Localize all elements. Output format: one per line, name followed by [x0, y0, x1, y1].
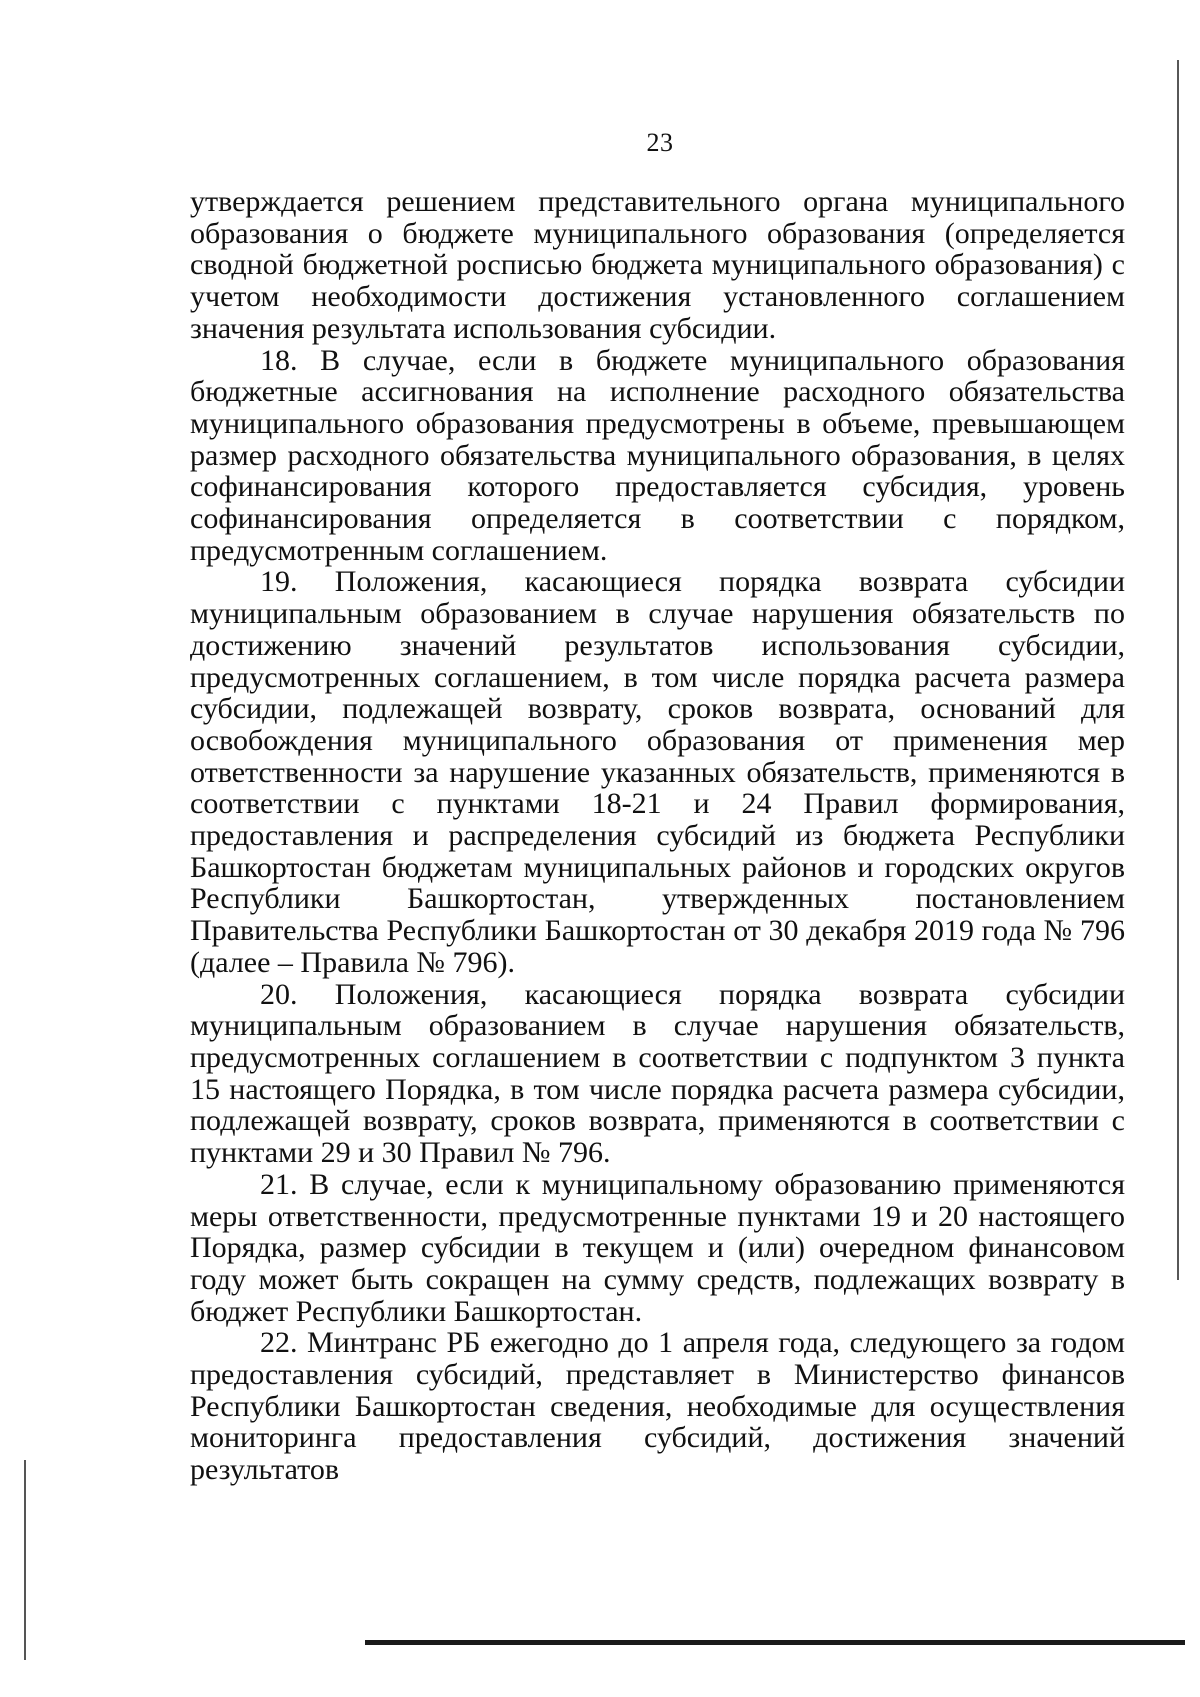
paragraph-22: 22. Минтранс РБ ежегодно до 1 апреля года, следующего за годом предоставления субсидий, представляет в Министерство финансов Республики Башкортостан сведения, необходимые для осуществления мониторинга предоставления субсидий, достижения значений результатов — [190, 1326, 1125, 1487]
scan-edge-line-bottom — [365, 1640, 1185, 1645]
paragraph-21: 21. В случае, если к муниципальному образованию применяются меры ответственности, предусмотренные пунктами 19 и 20 настоящего Порядка, размер субсидии в текущем и (или) очередном финансовом году может быть сокращен на сумму средств, подлежащих возврату в бюджет Республики Башкортостан. — [190, 1167, 1125, 1328]
scan-edge-line-left — [24, 1460, 26, 1660]
paragraph-20: 20. Положения, касающиеся порядка возврата субсидии муниципальным образованием в случае нарушения обязательств, предусмотренных соглашением в соответствии с подпунктом 3 пункта 15 настоящего Порядка, в том числе порядка расчета размера субсидии, подлежащей возврату, сроков возврата, применяются в соответствии с пунктами 29 и 30 Правил № 796. — [190, 977, 1125, 1170]
paragraph-18: 18. В случае, если в бюджете муниципального образования бюджетные ассигнования на исполнение расходного обязательства муниципального образования предусмотрены в объеме, превышающем размер расходного обязательства муниципального образования, в целях софинансирования которого предоставляется субсидия, уровень софинансирования определяется в соответствии с порядком, предусмотренным соглашением. — [190, 343, 1125, 567]
page-number: 23 — [646, 128, 674, 157]
scan-edge-line-right — [1177, 60, 1179, 1280]
paragraph-19: 19. Положения, касающиеся порядка возврата субсидии муниципальным образованием в случае нарушения обязательств по достижению значений результатов использования субсидии, предусмотренных соглашением, в том числе порядка расчета размера субсидии, подлежащей возврату, сроков возврата, оснований для освобождения муниципального образования от применения мер ответственности за нарушение указанных обязательств, применяются в соответствии с пунктами 18-21 и 24 Правил формирования, предоставления и распределения субсидий из бюджета Республики Башкортостан бюджетам муниципальных районов и городских округов Республики Башкортостан, утвержденных постановлением Правительства Республики Башкортостан от 30 декабря 2019 года № 796 (далее – Правила № 796). — [190, 565, 1125, 979]
paragraph-continuation: утверждается решением представительного органа муниципального образования о бюджете муниципального образования (определяется сводной бюджетной росписью бюджета муниципального образования) с учетом необходимости достижения установленного соглашением значения результата использования субсидии. — [190, 185, 1125, 345]
document-body — [190, 186, 1125, 1486]
